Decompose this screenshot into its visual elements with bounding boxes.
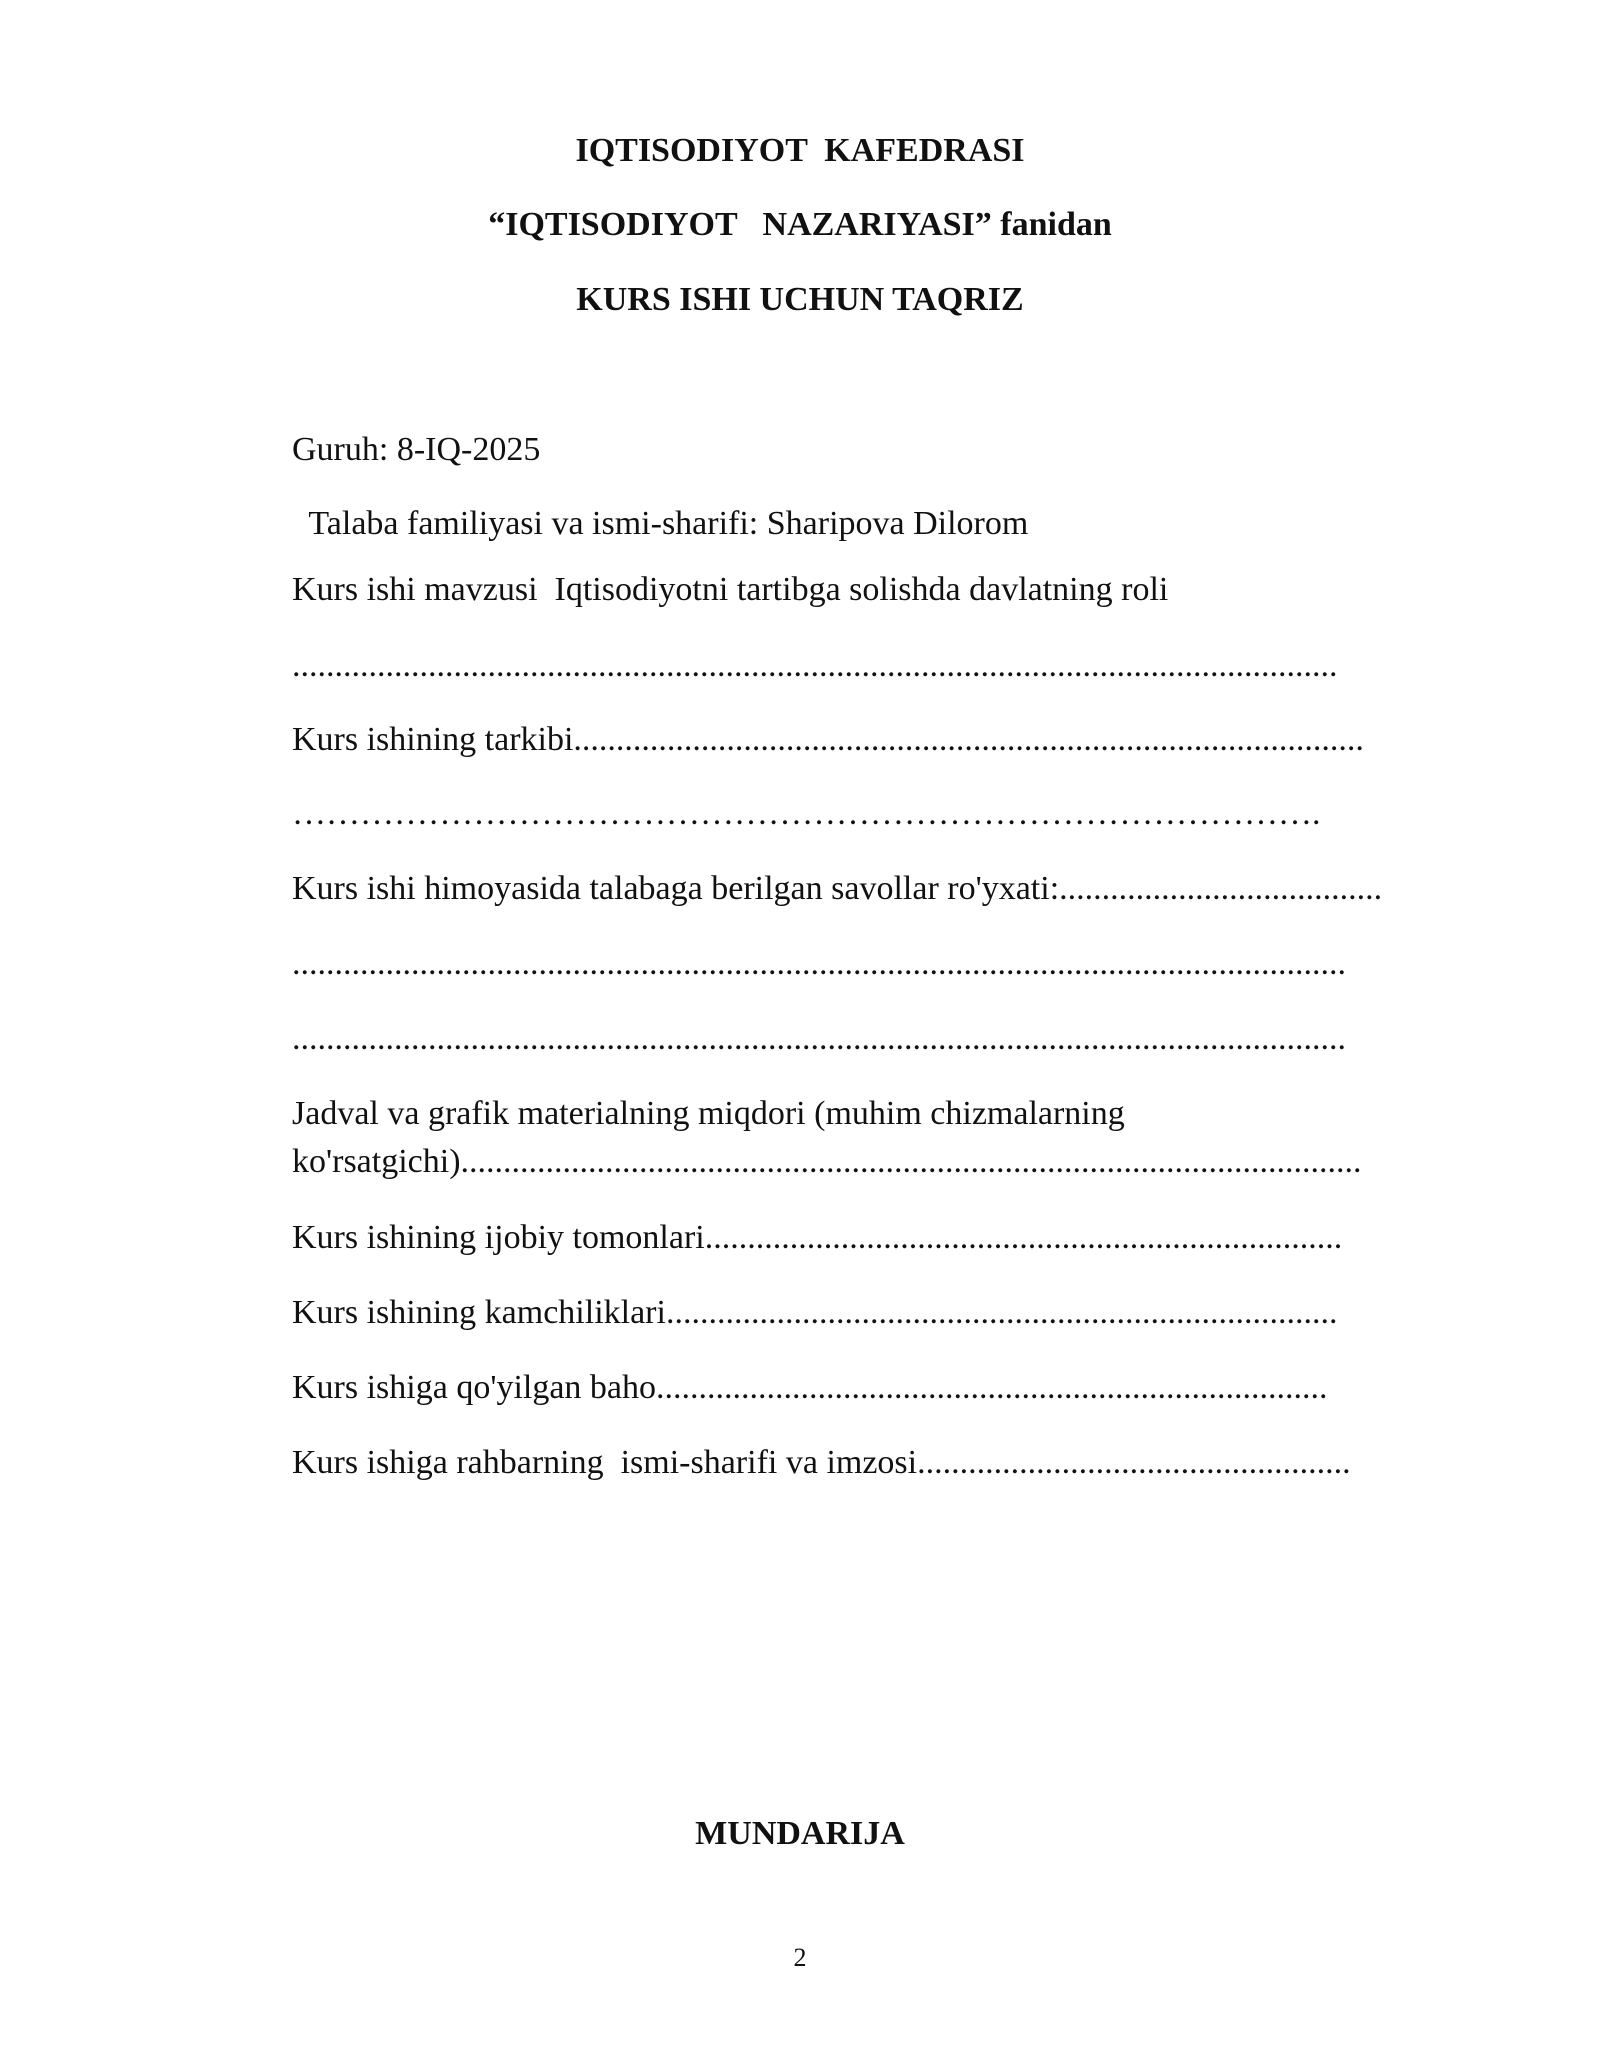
group-line: Guruh: 8-IQ-2025 (292, 431, 541, 468)
shortcomings-line: Kurs ishining kamchiliklari............................................................................... (292, 1294, 1338, 1331)
dotted-line-3: ............................................................................................................................ (292, 945, 1346, 982)
supervisor-signature-line: Kurs ishiga rahbarning ismi-sharifi va imzosi................................................... (292, 1444, 1351, 1481)
dotted-line-1: ........................................................................................................................... (292, 647, 1338, 684)
questions-line: Kurs ishi himoyasida talabaga berilgan savollar ro'yxati:...................................... (292, 870, 1383, 907)
department-heading: IQTISODIYOT KAFEDRASI (575, 132, 1025, 169)
tables-graphics-line: Jadval va grafik materialning miqdori (muhim chizmalarning ko'rsatgichi).......................................................................................................... (292, 1095, 1362, 1180)
topic-line: Kurs ishi mavzusi Iqtisodiyotni tartibga solishda davlatning roli (292, 571, 1169, 608)
dotted-line-2: ………………………………………………………………………………. (292, 795, 1321, 832)
subject-heading: “IQTISODIYOT NAZARIYASI” fanidan (488, 206, 1112, 243)
student-name-line: Talaba familiyasi va ismi-sharifi: Sharipova Dilorom (292, 505, 1029, 542)
contents-title: MUNDARIJA (695, 1815, 905, 1852)
dotted-line-4: ............................................................................................................................ (292, 1020, 1346, 1057)
structure-line: Kurs ishining tarkibi............................................................................................. (292, 721, 1364, 758)
grade-line: Kurs ishiga qo'yilgan baho............................................................................... (292, 1369, 1328, 1406)
review-title: KURS ISHI UCHUN TAQRIZ (576, 281, 1024, 318)
positive-aspects-line: Kurs ishining ijobiy tomonlari........................................................................... (292, 1219, 1343, 1256)
page-number: 2 (793, 1943, 807, 1972)
